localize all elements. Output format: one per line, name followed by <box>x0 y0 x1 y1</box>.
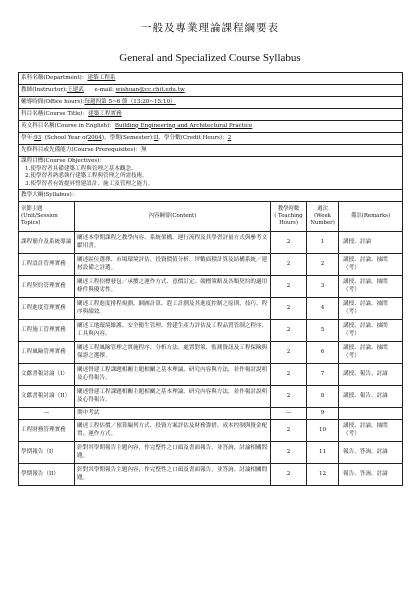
row-remarks: 講授、討論、抽問（考） <box>339 342 403 364</box>
prereq-label: 先修科目或先備能力(Course Prerequisites)： <box>21 146 141 153</box>
row-remarks: 講授、討論 <box>339 232 403 254</box>
row-hours: 2 <box>271 464 307 486</box>
table-row <box>19 364 403 386</box>
row-hours: 2 <box>271 232 307 254</box>
syllabus-table <box>18 72 403 486</box>
email-link[interactable]: wishuan@cc.chit.edu.tw <box>115 86 185 93</box>
row-topic: — <box>19 408 75 420</box>
objectives-cell <box>19 157 403 190</box>
col-header-hours: 教學時數 ( Teaching Hours) <box>271 202 307 232</box>
table-row <box>19 232 403 254</box>
instructor-label: 教師(Instructor): <box>21 86 68 93</box>
row-week: 1 <box>307 232 339 254</box>
col-header-remarks: 備註(Remarks) <box>339 202 403 232</box>
syllabus-label-row <box>19 190 403 202</box>
row-remarks: 講授、討論、抽問（考） <box>339 320 403 342</box>
row-week: 12 <box>307 464 339 486</box>
row-week: 6 <box>307 342 339 364</box>
semester-value: II <box>153 134 159 141</box>
instructor-value: 王建武 <box>67 86 84 93</box>
row-content: 闡述工程進度排程規劃、網圖計算、趕工計劃及其進度控制之原則、技巧、程序與績效。 <box>75 298 271 320</box>
row-topic: 工程進度管理實務 <box>19 298 75 320</box>
row-topic: 文獻書報討論（I） <box>19 364 75 386</box>
table-row <box>19 276 403 298</box>
row-week: 5 <box>307 320 339 342</box>
row-remarks: 講授、討論、抽問（考） <box>339 298 403 320</box>
row-hours: — <box>271 408 307 420</box>
page-title-en: General and Specialized Course Syllabus <box>119 52 301 64</box>
row-topic: 學期報告（I） <box>19 442 75 464</box>
col-header-content: 內容綱要(Content) <box>75 202 271 232</box>
table-row <box>19 254 403 276</box>
email-label: e-mail: <box>94 86 114 93</box>
row-topic: 工程財務管理實務 <box>19 420 75 442</box>
row-hours: 2 <box>271 442 307 464</box>
course-title-value: 建築工程實務 <box>88 110 122 117</box>
row-remarks: 報告、答詢、討論 <box>339 442 403 464</box>
row-remarks <box>339 408 403 420</box>
row-week: 3 <box>307 276 339 298</box>
table-row <box>19 320 403 342</box>
syllabus-header-row <box>19 202 403 232</box>
row-content: 闡述營建工程課題相關主題相關之基本理論、研究內容與方法，並作報討說明及心得報告。 <box>75 386 271 408</box>
row-hours: 2 <box>271 254 307 276</box>
course-en-label: 英文科目名稱(Course in English)： <box>21 122 115 129</box>
course-title-label: 科目名稱(Course Title)： <box>21 110 89 117</box>
credit-label: 、學分數(Credit Hours)： <box>158 134 228 141</box>
table-row <box>19 342 403 364</box>
office-hours-label: 輔導時間(Office hours): <box>21 98 85 105</box>
row-hours: 2 <box>271 342 307 364</box>
row-topic: 文獻書報討論（II） <box>19 386 75 408</box>
department-label: 系科名稱(Department)： <box>21 74 88 81</box>
row-hours: 2 <box>271 298 307 320</box>
row-content: 闡述工地環境維護、安全衛生管理、營建生產力評估及工程品質管制之程序、工具與內容。 <box>75 320 271 342</box>
course-en-row <box>19 121 403 133</box>
row-hours: 2 <box>271 364 307 386</box>
prerequisite-row <box>19 145 403 157</box>
year-value: 93 <box>34 134 42 141</box>
row-remarks: 講授、討論、抽問（考） <box>339 420 403 442</box>
year-semester-row <box>19 133 403 145</box>
objective-item: 3.使學習者有效提昇營建設計、施工及管理之能力。 <box>25 180 154 187</box>
year-en-label: (School Year of <box>44 134 88 141</box>
table-row <box>19 386 403 408</box>
table-row <box>19 464 403 486</box>
row-remarks: 講授、報告、討論 <box>339 386 403 408</box>
credit-value: 2 <box>227 134 232 141</box>
course-title-row <box>19 109 403 121</box>
table-row <box>19 408 403 420</box>
row-week: 2 <box>307 254 339 276</box>
row-topic: 工程契約管理實務 <box>19 276 75 298</box>
col-header-topic: 章節主題 (Unit/Session Topics) <box>19 202 75 232</box>
table-row <box>19 298 403 320</box>
page-title-zh: 一般及專業理論課程綱要表 <box>141 22 279 34</box>
row-content: 針對其學期報告主題內容，作完整性之口頭及書面報告，並答詢、討論相關問題。 <box>75 442 271 464</box>
office-hours-value: 每週四第 5~6 節（13:20~15:10） <box>84 98 176 105</box>
row-remarks: 講授、討論、抽問（考） <box>339 254 403 276</box>
col-header-week: 週次 (Week Number) <box>307 202 339 232</box>
row-topic: 課程簡介及系統導論 <box>19 232 75 254</box>
table-row <box>19 442 403 464</box>
row-hours: 2 <box>271 276 307 298</box>
row-topic: 工程風險管理實務 <box>19 342 75 364</box>
row-week: 8 <box>307 386 339 408</box>
row-content: 針對其學期報告主題內容，作完整性之口頭及書面報告，並答詢、討論相關問題。 <box>75 464 271 486</box>
department-value: 建築工程系 <box>87 74 116 81</box>
row-remarks: 講授、討論、抽問（考） <box>339 276 403 298</box>
objective-item: 2.使學習者熟悉執行建築工程與管理之所需技術。 <box>25 173 148 180</box>
row-week: 10 <box>307 420 339 442</box>
row-week: 7 <box>307 364 339 386</box>
row-hours: 2 <box>271 420 307 442</box>
year-en-value: 2004 <box>87 134 102 141</box>
row-content: 闡述營建工程課題相關主題相關之基本理論、研究內容與方法，並作報討說明及心得報告。 <box>75 364 271 386</box>
syllabus-label: 教學大綱(Syllabus)： <box>21 191 78 198</box>
course-en-value: Building Engineering and Architectural Practice <box>114 122 253 129</box>
row-content: 闡述工程估價／預算編列方式、投資方案評估及財務籌措、成本控制與資金配置、運作方式。 <box>75 420 271 442</box>
row-week: 9 <box>307 408 339 420</box>
row-hours: 2 <box>271 386 307 408</box>
row-topic: 工程施工管理實務 <box>19 320 75 342</box>
department-row <box>19 73 403 85</box>
prereq-value: 無 <box>140 146 147 153</box>
row-remarks: 報告、答詢、討論 <box>339 464 403 486</box>
row-content: 闡述本學期課程之教學內容、系統架構、運行流程及其學習評量方式與參考文獻用書。 <box>75 232 271 254</box>
objectives-label: 課程目標(Course Objectives)： <box>21 158 105 164</box>
year-label: 學年: <box>21 134 35 141</box>
semester-label: )、學期(Semester): <box>101 134 154 141</box>
row-content: 闡述區位選擇、市場環境評估、投資價值分析、坪數面積計算及結構系統／建材設備之評選。 <box>75 254 271 276</box>
row-week: 4 <box>307 298 339 320</box>
instructor-row <box>19 85 403 97</box>
row-hours: 2 <box>271 320 307 342</box>
row-remarks: 講授、報告、討論 <box>339 364 403 386</box>
row-week: 11 <box>307 442 339 464</box>
row-topic: 學期報告（II） <box>19 464 75 486</box>
office-hours-row <box>19 97 403 109</box>
row-content: 闡述工程風險管理之實施程序、分析方法、處置對策、監測資訊及工程保險與保證之選擇。 <box>75 342 271 364</box>
row-topic: 工程設計管理實務 <box>19 254 75 276</box>
objective-item: 1.使學習者具備建築工程與管理之基本觀念。 <box>25 165 137 172</box>
row-content: 闡述工程招標發包／承攬之運作方式、意價訂定、競標策略及各類契約的適用條件與優劣性。 <box>75 276 271 298</box>
row-content: 期中考試 <box>75 408 271 420</box>
table-row <box>19 420 403 442</box>
